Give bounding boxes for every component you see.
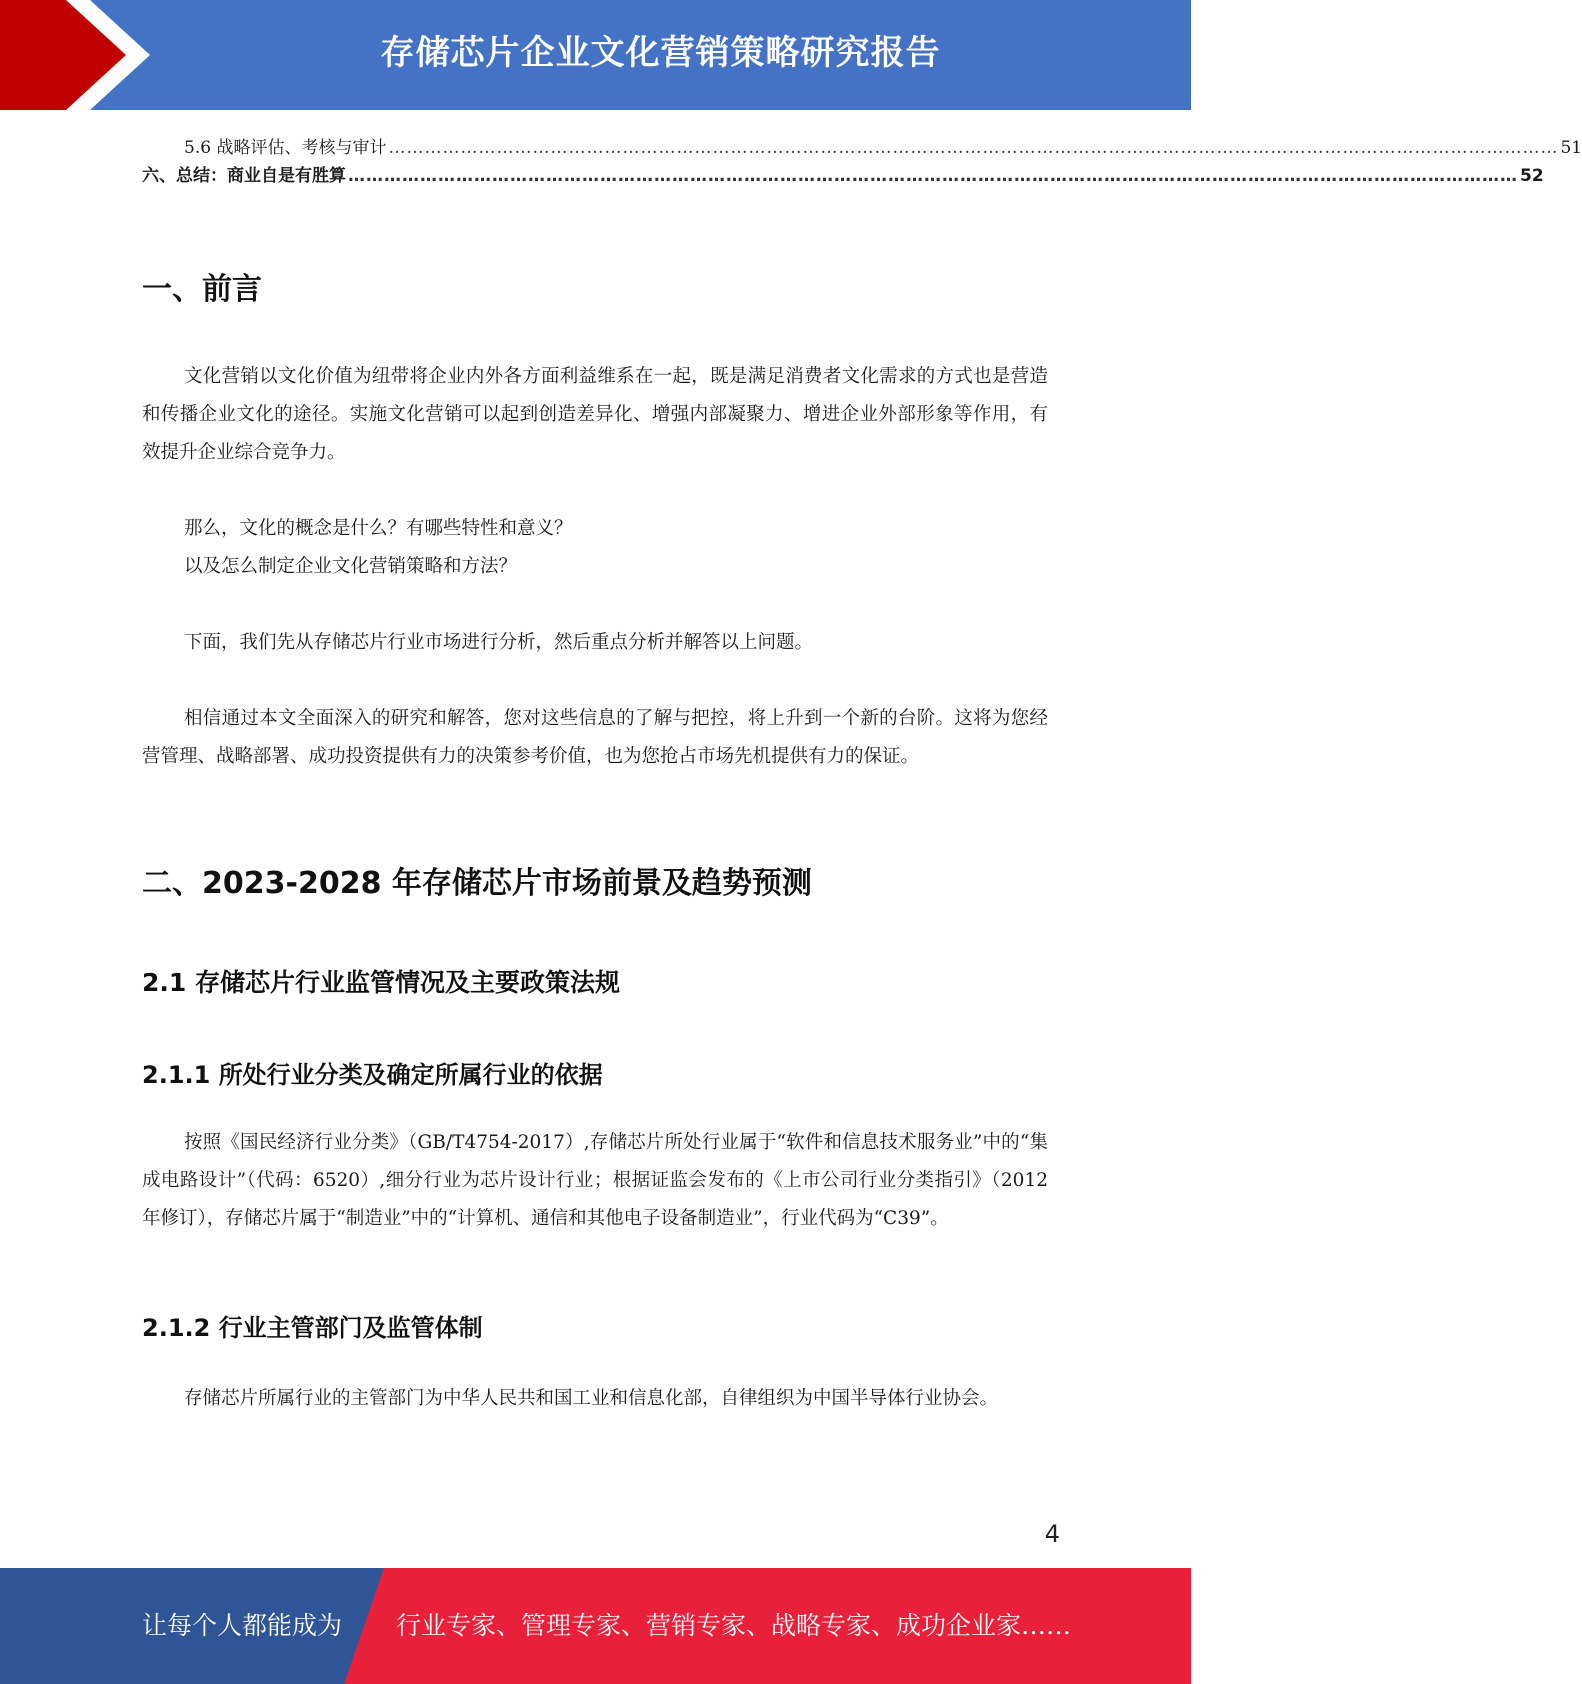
toc-entry-label: 六、总结：商业自是有胜算 bbox=[142, 166, 346, 186]
paragraph-preface-2: 下面，我们先从存储芯片行业市场进行分析，然后重点分析并解答以上问题。 bbox=[184, 632, 814, 653]
paragraph-2-1-1: 按照《国民经济行业分类》（GB/T4754-2017）,存储芯片所处行业属于“软件和信息技术服务业”中的“集成电路设计”（代码：6520）,细分行业为芯片设计行业；根据证监会发布的《上市公司行业分类指引》（2012 年修订），存储芯片属于“制造业”中的“计算机、通信和其他电子设备制造业”，行业代码为“C39”。 bbox=[142, 1132, 1048, 1229]
toc-leader-dots: …………………………………………………………………………………………………………………………………………………………………………… bbox=[388, 138, 1559, 158]
footer-banner bbox=[0, 1568, 1191, 1684]
toc-entry[interactable] bbox=[142, 130, 1582, 158]
subsection-heading-2-1-1: 2.1.1 所处行业分类及确定所属行业的依据 bbox=[142, 1061, 603, 1089]
paragraph-question-2: 以及怎么制定企业文化营销策略和方法？ bbox=[184, 556, 518, 577]
document-title: 存储芯片企业文化营销策略研究报告 bbox=[380, 33, 941, 73]
paragraph-question-1: 那么，文化的概念是什么？有哪些特性和意义？ bbox=[184, 518, 573, 539]
header-banner bbox=[0, 0, 1191, 110]
toc-entry[interactable] bbox=[142, 158, 1544, 186]
toc-entry-label: 5.6 战略评估、考核与审计 bbox=[184, 138, 387, 158]
toc-leader-dots: …………………………………………………………………………………………………………………………………………………………………………… bbox=[348, 166, 1518, 186]
paragraph-preface-1: 文化营销以文化价值为纽带将企业内外各方面利益维系在一起，既是满足消费者文化需求的方式也是营造和传播企业文化的途径。实施文化营销可以起到创造差异化、增强内部凝聚力、增进企业外部形象等作用，有效提升企业综合竞争力。 bbox=[142, 366, 1048, 463]
page-number: 4 bbox=[1044, 1520, 1060, 1548]
subsection-heading-2-1: 2.1 存储芯片行业监管情况及主要政策法规 bbox=[142, 968, 620, 997]
footer-slogan-left: 让每个人都能成为 bbox=[142, 1611, 343, 1640]
paragraph-preface-3: 相信通过本文全面深入的研究和解答，您对这些信息的了解与把控，将上升到一个新的台阶。这将为您经营管理、战略部署、成功投资提供有力的决策参考价值，也为您抢占市场先机提供有力的保证。 bbox=[142, 708, 1048, 767]
subsection-heading-2-1-2: 2.1.2 行业主管部门及监管体制 bbox=[142, 1314, 483, 1342]
section-heading-preface: 一、前言 bbox=[142, 272, 262, 307]
footer-slogan-right: 行业专家、管理专家、营销专家、战略专家、成功企业家…… bbox=[396, 1611, 1072, 1640]
paragraph-2-1-2: 存储芯片所属行业的主管部门为中华人民共和国工业和信息化部，自律组织为中国半导体行业协会。 bbox=[184, 1388, 999, 1409]
toc-entry-page: 51 bbox=[1560, 138, 1582, 158]
toc-entry-page: 52 bbox=[1520, 166, 1544, 186]
section-heading-market: 二、2023-2028 年存储芯片市场前景及趋势预测 bbox=[142, 866, 812, 901]
